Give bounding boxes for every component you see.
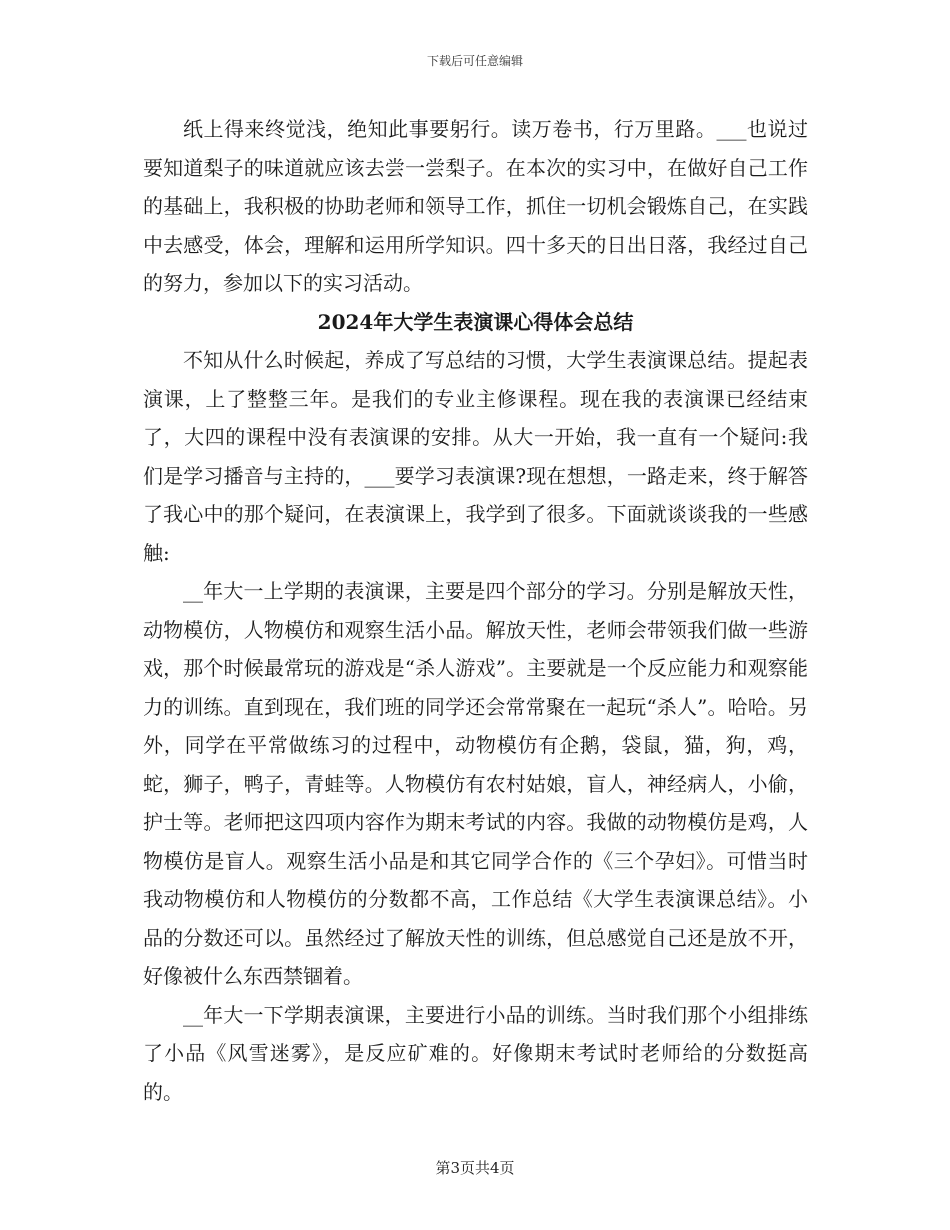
document-title: 2024年大学生表演课心得体会总结 [317, 309, 634, 334]
body-paragraph-2: __年大一上学期的表演课，主要是四个部分的学习。分别是解放天性，动物模仿，人物模仿和观察生活小品。解放天性，老师会带领我们做一些游戏，那个时候最常玩的游戏是“杀人游戏”。主要就是一个反应能力和观察能力的训练。直到现在，我们班的同学还会常常聚在一起玩“杀人”。哈哈。另外，同学在平常做练习的过程中，动物模仿有企鹅，袋鼠，猫，狗，鸡，蛇，狮子，鸭子，青蛙等。人物模仿有农村姑娘，盲人，神经病人，小偷，护士等。老师把这四项内容作为期末考试的内容。我做的动物模仿是鸡，人物模仿是盲人。观察生活小品是和其它同学合作的《三个孕妇》。可惜当时我动物模仿和人物模仿的分数都不高，工作总结《大学生表演课总结》。小品的分数还可以。虽然经过了解放天性的训练，但总感觉自己还是放不开，好像被什么东西禁锢着。 [143, 579, 808, 988]
body-paragraph-1: 不知从什么时候起，养成了写总结的习惯，大学生表演课总结。提起表演课，上了整整三年。是我们的专业主修课程。现在我的表演课已经结束了，大四的课程中没有表演课的安排。从大一开始，我一直有一个疑问:我们是学习播音与主持的，___要学习表演课?现在想想，一路走来，终于解答了我心中的那个疑问，在表演课上，我学到了很多。下面就谈谈我的一些感触: [143, 348, 808, 565]
body-paragraph-3: __年大一下学期表演课，主要进行小品的训练。当时我们那个小组排练了小品《风雪迷雾》，是反应矿难的。好像期末考试时老师给的分数挺高的。 [143, 1002, 808, 1104]
intro-paragraph: 纸上得来终觉浅，绝知此事要躬行。读万卷书，行万里路。___也说过要知道梨子的味道就应该去尝一尝梨子。在本次的实习中，在做好自己工作的基础上，我积极的协助老师和领导工作，抓住一切机会锻炼自己，在实践中去感受，体会，理解和运用所学知识。四十多天的日出日落，我经过自己的努力，参加以下的实习活动。 [143, 117, 808, 295]
page-header-note: 下载后可任意编辑 [426, 54, 523, 68]
document-body [143, 110, 808, 1111]
page-number-footer: 第3页共4页 [435, 1159, 515, 1177]
